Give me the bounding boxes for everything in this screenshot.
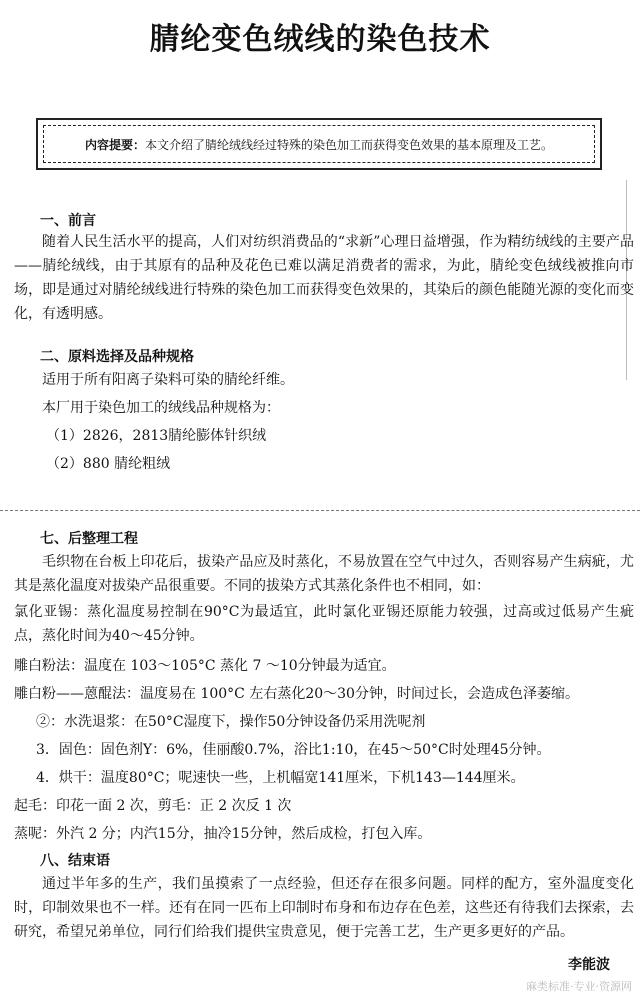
section-2-line-1: 适用于所有阳离子染料可染的腈纶纤维。 — [42, 372, 294, 388]
section-2-item-1: （1）2826，2813腈纶膨体针织绒 — [46, 428, 267, 444]
section-2-line-2: 本厂用于染色加工的绒线品种规格为： — [42, 400, 280, 416]
section-7-line-9: 蒸呢：外汽 2 分；内汽15分，抽冷15分钟，然后成检，打包入库。 — [14, 826, 432, 842]
page-title: 腈纶变色绒线的染色技术 — [149, 22, 491, 57]
section-heading-1: 一、前言 — [40, 213, 96, 229]
abstract-text: 本文介绍了腈纶绒线经过特殊的染色加工而获得变色效果的基本原理及工艺。 — [145, 137, 554, 152]
section-7-line-7: 4．烘干：温度80°C；呢速快一些，上机幅宽141厘米，下机143—144厘米。 — [36, 770, 525, 786]
section-7-line-4: 雕白粉——蒽醌法：温度易在 100°C 左右蒸化20～30分钟，时间过长，会造成色泽萎缩。 — [14, 686, 579, 702]
section-2-item-2: （2）880 腈纶粗绒 — [46, 456, 171, 472]
section-heading-8: 八、结束语 — [40, 853, 110, 869]
section-7-line-8: 起毛：印花一面 2 次，剪毛：正 2 次反 1 次 — [14, 798, 292, 814]
page-divider — [0, 510, 640, 511]
abstract-box — [36, 118, 602, 170]
watermark-text: 麻类标准·专业·资源网 — [526, 980, 632, 993]
section-heading-7: 七、后整理工程 — [40, 531, 138, 547]
section-8-paragraph: 通过半年多的生产，我们虽摸索了一点经验，但还存在很多问题。同样的配方，室外温度变化时，印制效果也不一样。还有在同一匹布上印制时布身和布边存在色差，这些还有待我们去探索，去研究，希望兄弟单位，同行们给我们提供宝贵意见，便于完善工艺，生产更多更好的产品。 — [14, 876, 634, 940]
section-heading-2: 二、原料选择及品种规格 — [40, 349, 194, 365]
section-7-line-6: 3．固色：固色剂Y：6%，佳丽酸0.7%，浴比1:10，在45～50°C时处理45分钟。 — [36, 742, 551, 758]
section-7-line-5: ②：水洗退浆：在50°C湿度下，操作50分钟设备仍采用洗呢剂 — [36, 714, 426, 730]
section-1-paragraph: 随着人民生活水平的提高，人们对纺织消费品的“求新”心理日益增强，作为精纺绒线的主要产品——腈纶绒线，由于其原有的品种及花色已难以满足消费者的需求，为此，腈纶变色绒线被推向市场，即是通过对腈纶绒线进行特殊的染色加工而获得变色效果的，其染后的颜色能随光源的变化而变化，有透明感。 — [14, 234, 634, 322]
section-7-paragraph-2: 氯化亚锡：蒸化温度易控制在90°C为最适宜，此时氯化亚锡还原能力较强，过高或过低易产生疵点，蒸化时间为40～45分钟。 — [14, 604, 634, 644]
author-name: 李能波 — [568, 957, 610, 973]
abstract-text-wrap — [85, 136, 553, 153]
section-7-line-3: 雕白粉法：温度在 103～105°C 蒸化 7 ～10分钟最为适宜。 — [14, 658, 396, 674]
section-7-paragraph-1: 毛织物在台板上印花后，拔染产品应及时蒸化，不易放置在空气中过久，否则容易产生病疵，尤其是蒸化温度对拔染产品很重要。不同的拔染方式其蒸化条件也不相同，如： — [14, 554, 634, 594]
abstract-label: 内容提要： — [84, 137, 145, 152]
